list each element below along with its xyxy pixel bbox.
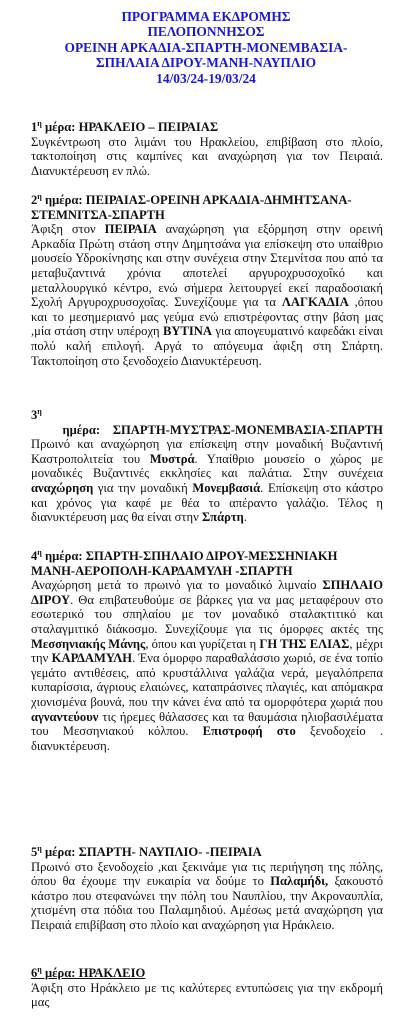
day-description: Άφιξη στον ΠΕΙΡΑΙΑ αναχώρηση για εξόρμηση στην ορεινή Αρκαδία Πρώτη στάση στην Δημητσάνα για επίσκεψη στο υπαίθριο μουσείο Υδροκίνησης και στην συνέχεια στην Στεμνίτσα που από τα μεταβυζαντινά χρόνια αποτελεί αργυροχρυσοχοΐκό και μεταλλουργικό κέντρο, ενώ σήμερα λειτουργεί εκεί παραδοσιακή Σχολή Αργυροχρυσοχοΐας. Συνεχίζουμε για τα ΛΑΓΚΑΔΙΑ ,όπου και το μεσημεριανό μας γεύμα ενώ επιστρέφοντας στην βάση μας ,μία στάση στην υπέροχη ΒΥΤΙΝΑ για απογευματινό καφεδάκι είναι πολύ καλή επιλογή. Αργά το απόγευμα άφιξη στη Σπάρτη. Τακτοποίηση στο ξενοδοχείο Διανυκτέρευση.: [31, 222, 384, 368]
day-4-section: [31, 549, 383, 753]
day-description: Συγκέντρωση στο λιμάνι του Ηρακλείου, επιβίβαση στο πλοίο, τακτοποίηση στις καμπίνες και αναχώρηση για τον Πειραιά. Διανυκτέρευση εν πλώ.: [31, 134, 383, 178]
day-heading: $5^\eta$ μέρα: ΣΠΑΡΤΗ- ΝΑΥΠΛΙΟ- -ΠΕΙΡΑΙΑ: [31, 844, 262, 859]
day-2-section: [31, 193, 383, 368]
day-1-section: [31, 120, 383, 178]
header-title: ΠΡΟΓΡΑΜΜΑ ΕΚΔΡΟΜΗΣ: [121, 9, 291, 24]
day-description: Πρωινό και αναχώρηση για επίσκεψη στην μοναδική Βυζαντινή Καστροπολιτεία του Μυστρά. Υπαίθριο μουσείο ο χώρος με μοναδικές Βυζαντινές εκκλησίες και παλάτια. Στην συνέχεια αναχώρηση για την μοναδική Μονεμβασιά. Επίσκεψη στο κάστρο και χρόνος για καφέ με θέα το απέραντο γαλάζιο. Τέλος η διανυκτέρευση μας θα είναι στην Σπάρτη.: [31, 437, 383, 525]
day-heading: $3^\eta$ ημέρα: ΣΠΑΡΤΗ-ΜΥΣΤΡΑΣ-ΜΟΝΕΜΒΑΣΙΑ-ΣΠΑΡΤΗ: [31, 407, 383, 437]
day-description: Άφιξη στο Ηράκλειο με τις καλύτερες εντυπώσεις για την εκδρομή μας: [31, 980, 383, 1010]
header-route-1: ΟΡΕΙΝΗ ΑΡΚΑΔΙΑ-ΣΠΑΡΤΗ-ΜΟΝΕΜΒΑΣΙΑ-: [64, 39, 348, 55]
day-heading: $4^\eta$ ημέρα: ΣΠΑΡΤΗ-ΣΠΗΛΑΙΟ ΔΙΡΟΥ-ΜΕΣΣΗΝΙΑΚΗ ΜΑΝΗ-ΑΕΡΟΠΟΛΗ-ΚΑΡΔΑΜΥΛΗ -ΣΠΑΡΤΗ: [31, 548, 338, 578]
day-description: Αναχώρηση μετά το πρωινό για το μοναδικό λιμναίο ΣΠΗΛΑΙΟ ΔΙΡΟΥ. Θα επιβατευθούμε σε βάρκες για να μας μεταφέρουν στο εσωτερικό του σπηλαίου με τον μοναδικό σταλακτιτικό και σταλαγμιτικό διάκοσμο. Συνεχίζουμε για τις όμορφες ακτές της Μεσσηνιακής Μάνης, όπου και γυρίζεται η ΓΗ ΤΗΣ ΕΛΙΑΣ, μέχρι την ΚΑΡΔΑΜΥΛΗ. Ένα όμορφο παραθαλάσσιο χωριό, σε ένα τοπίο γεμάτο αντιθέσεις, από κρυστάλλινα γαλάζια νερά, μεγαλόπρεπα κυπαρίσσια, άγριους ελαιώνες, καταπράσινες πλαγιές, και απόμακρα χιονισμένα βουνά, που την κάνει ένα από τα ομορφότερα χωριά που αγναντεύουν τις ήρεμες θάλασσες και τα θαυμάσια ηλιοβασιλέματα του Μεσσηνιακού κόλπου. Επιστροφή στο ξενοδοχείο . διανυκτέρευση.: [31, 578, 384, 753]
day-description: Πρωινό στο ξενοδοχείο ,και ξεκινάμε για τις περιήγηση της πόλης, όπου θα έχουμε την ευκαιρία να δούμε το Παλαμήδι, ξακουστό κάστρο που στεφανώνει την πόλη του Ναυπλίου, την Ακροναυπλία, χτισμένη στα πόδια του Παλαμηδιού. Αμέσως μετά αναχώρηση για Πειραιά επιβίβαση στο πλοίο και αναχώρηση για Ηράκλειο.: [31, 859, 383, 932]
day-heading: $6^\eta$ μέρα: ΗΡΑΚΛΕΙΟ: [31, 965, 146, 980]
header-region: ΠΕΛΟΠΟΝΝΗΣΟΣ: [147, 24, 265, 40]
day-6-section: [31, 966, 383, 1010]
header-dates: 14/03/24-19/03/24: [156, 70, 256, 86]
day-heading: $2^\eta$ ημέρα: ΠΕΙΡΑΙΑΣ-ΟΡΕΙΝΗ ΑΡΚΑΔΙΑ-ΔΗΜΗΤΣΑΝΑ-ΣΤΕΜΝΙΤΣΑ-ΣΠΑΡΤΗ: [31, 192, 352, 222]
header-route-2: ΣΠΗΛΑΙΑ ΔΙΡΟΥ-ΜΑΝΗ-ΝΑΥΠΛΙΟ: [95, 55, 317, 71]
day-heading: $1^\eta$ μέρα: ΗΡΑΚΛΕΙΟ – ΠΕΙΡΑΙΑΣ: [31, 119, 219, 134]
day-5-section: [31, 845, 383, 933]
document-header: [0, 9, 412, 86]
day-3-section: [31, 408, 383, 525]
